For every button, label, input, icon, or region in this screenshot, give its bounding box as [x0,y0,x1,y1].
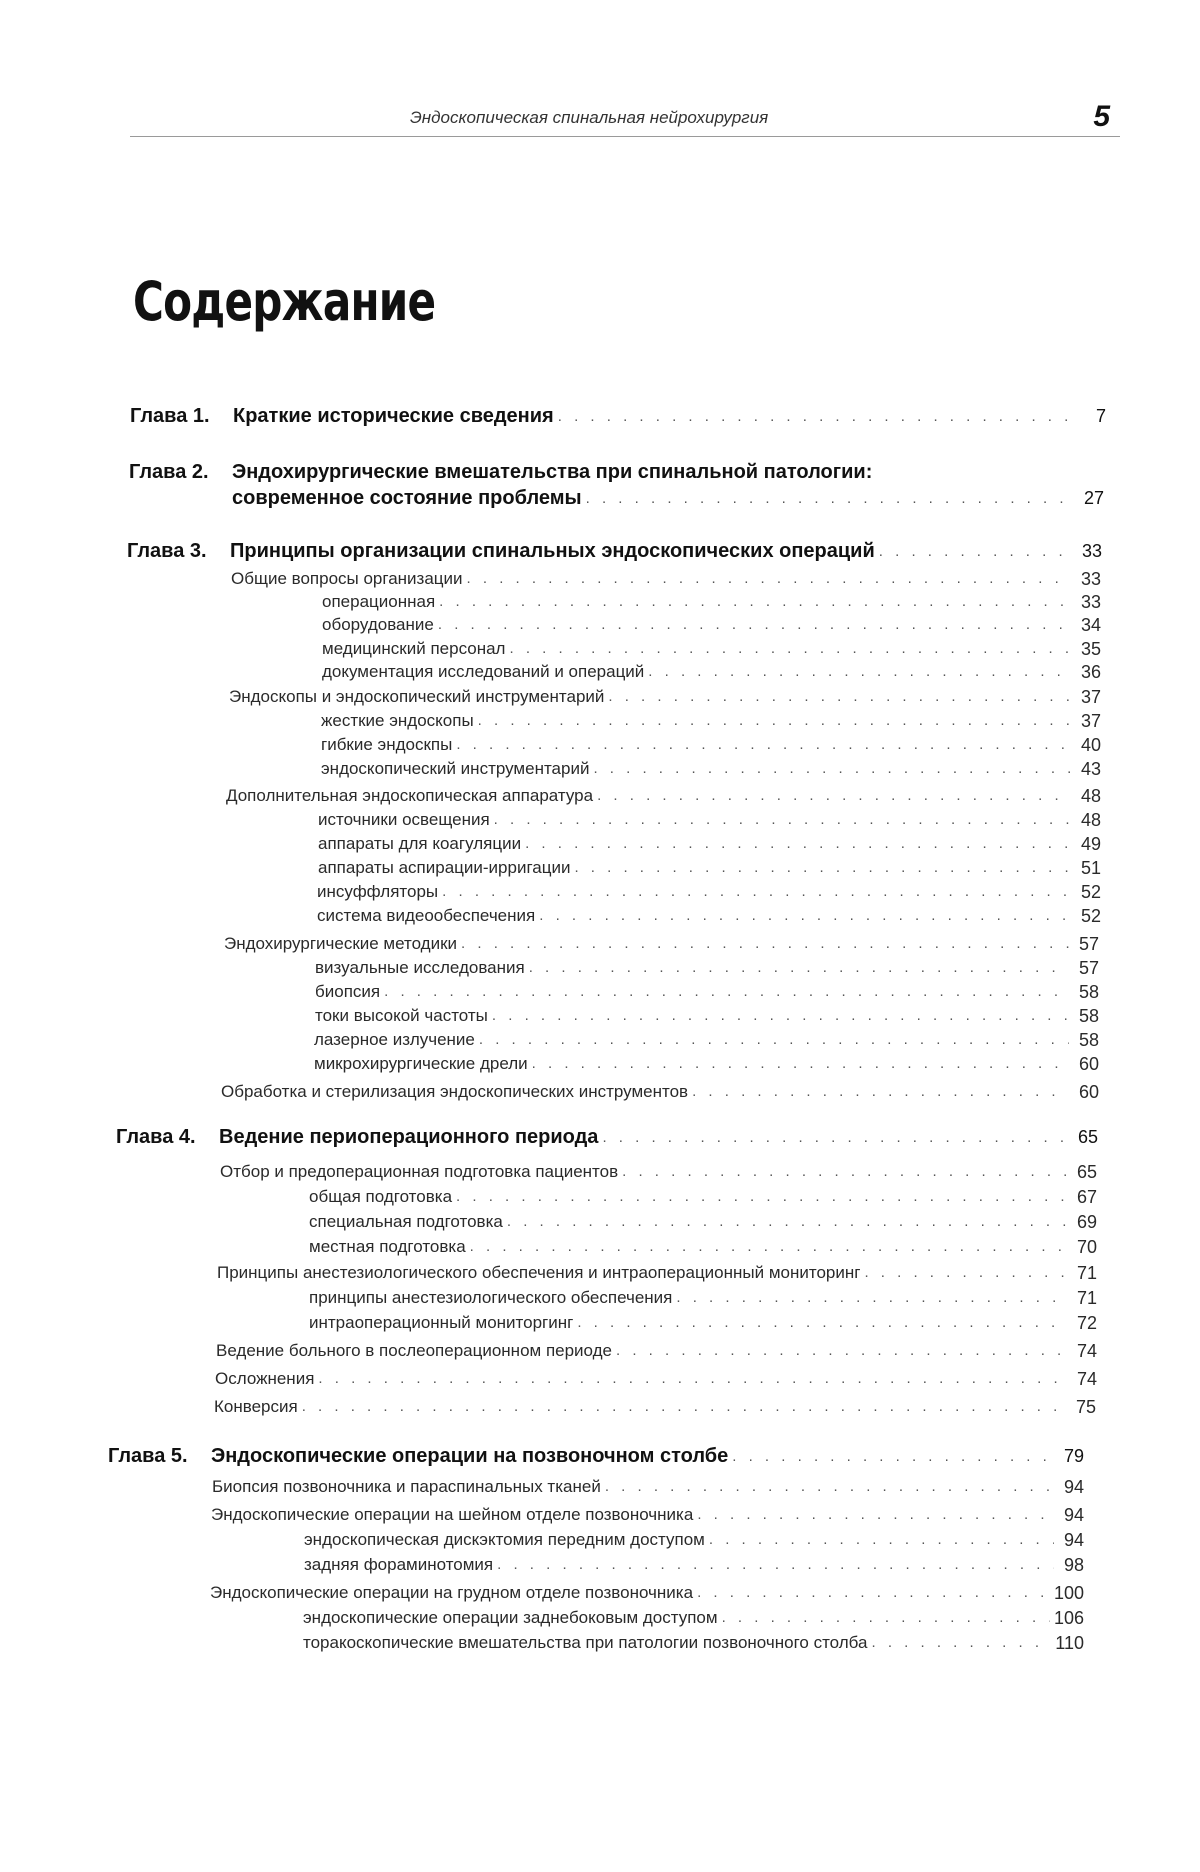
toc-entry[interactable]: оборудование . . . 34 [322,614,1101,636]
dot-leader [318,1368,1067,1390]
chapter-title-line1: Эндохирургические вмешательства при спинальной патологии: [232,461,873,483]
toc-entry[interactable]: Обработка и стерилизация эндоскопических инструментов . . . 60 [221,1081,1099,1103]
dot-leader [507,1211,1067,1233]
toc-entry[interactable]: принципы анестезиологического обеспечения . . . 71 [309,1287,1097,1309]
dot-leader [461,933,1069,955]
toc-entry[interactable]: Ведение больного в послеоперационном периоде . . . 74 [216,1340,1097,1362]
chapter-title: современное состояние проблемы [232,487,582,509]
toc-chapter-2-line1[interactable] [129,460,872,485]
chapter-title: Эндоскопические операции на позвоночном столбе [211,1445,729,1467]
chapter-label: Глава 1. [130,405,210,427]
dot-leader [722,1607,1050,1629]
toc-entry[interactable]: торакоскопические вмешательства при патологии позвоночного столба . . . 110 [303,1632,1084,1654]
dot-leader [456,1186,1067,1208]
dot-leader [732,1444,1054,1469]
dot-leader [622,1161,1067,1183]
dot-leader [539,905,1071,927]
dot-leader [470,1236,1067,1258]
dot-leader [697,1582,1050,1604]
toc-entry[interactable]: эндоскопический инструментарий . . . 43 [321,758,1101,780]
toc-entry[interactable]: источники освещения . . . 48 [318,809,1101,831]
dot-leader [692,1081,1069,1103]
toc-entry[interactable]: биопсия . . . 58 [315,981,1099,1003]
dot-leader [478,710,1071,732]
toc-chapter-1[interactable] [130,404,1106,429]
dot-leader [509,638,1071,660]
dot-leader [879,539,1072,564]
dot-leader [871,1632,1051,1654]
toc-entry[interactable]: задняя фораминотомия . . . 98 [304,1554,1084,1576]
dot-leader [593,758,1071,780]
page-number: 5 [1093,100,1110,133]
toc-entry[interactable]: Отбор и предоперационная подготовка пациентов . . . 65 [220,1161,1097,1183]
contents-title: Содержание [133,270,436,333]
toc-entry[interactable]: аппараты аспирации-ирригации . . . 51 [318,857,1101,879]
header-rule [130,136,1120,137]
dot-leader [608,686,1071,708]
chapter-page: 33 [1081,541,1102,561]
toc-entry[interactable]: документация исследований и операций . . . 36 [322,661,1101,683]
toc-chapter-4[interactable] [116,1125,1098,1150]
chapter-page: 27 [1083,488,1104,508]
dot-leader [532,1053,1069,1075]
dot-leader [529,957,1069,979]
toc-entry[interactable]: визуальные исследования . . . 57 [315,957,1099,979]
toc-entry[interactable]: Осложнения . . . 74 [215,1368,1097,1390]
dot-leader [648,661,1071,683]
dot-leader [384,981,1069,1003]
dot-leader [577,1312,1067,1334]
dot-leader [676,1287,1067,1309]
toc-entry[interactable]: Эндоскопические операции на шейном отделе позвоночника . . . 94 [211,1504,1084,1526]
toc-entry[interactable]: эндоскопическая дискэктомия передним доступом . . . 94 [304,1529,1084,1551]
dot-leader [456,734,1071,756]
dot-leader [709,1529,1054,1551]
toc-entry[interactable]: интраоперационный мониторгинг . . . 72 [309,1312,1097,1334]
dot-leader [302,1396,1066,1418]
toc-chapter-5[interactable] [108,1444,1084,1469]
chapter-title: Ведение периоперационного периода [219,1126,599,1148]
toc-entry[interactable]: общая подготовка . . . 67 [309,1186,1097,1208]
dot-leader [525,833,1071,855]
toc-entry[interactable]: специальная подготовка . . . 69 [309,1211,1097,1233]
toc-entry[interactable]: Конверсия . . . 75 [214,1396,1096,1418]
chapter-label: Глава 5. [108,1445,188,1467]
dot-leader [494,809,1071,831]
toc-entry[interactable]: Дополнительная эндоскопическая аппаратура . . . 48 [226,785,1101,807]
dot-leader [864,1262,1067,1284]
dot-leader [602,1125,1068,1150]
toc-entry[interactable]: операционная . . . 33 [322,591,1101,613]
toc-entry[interactable]: Принципы анестезиологического обеспечения и интраоперационный мониторинг . . . 71 [217,1262,1097,1284]
toc-entry[interactable]: Эндоскопы и эндоскопический инструментарий . . . 37 [229,686,1101,708]
chapter-label: Глава 4. [116,1126,196,1148]
running-header [130,100,1120,138]
dot-leader [442,881,1071,903]
toc-entry[interactable]: микрохирургические дрели . . . 60 [314,1053,1099,1075]
toc-chapter-2[interactable] [232,486,1104,511]
chapter-title: Принципы организации спинальных эндоскопических операций [230,540,875,562]
dot-leader [605,1476,1054,1498]
toc-entry[interactable]: жесткие эндоскопы . . . 37 [321,710,1101,732]
toc-entry[interactable]: система видеообеспечения . . . 52 [317,905,1101,927]
toc-entry[interactable]: аппараты для коагуляции . . . 49 [318,833,1101,855]
dot-leader [616,1340,1067,1362]
dot-leader [467,568,1071,590]
chapter-title: Краткие исторические сведения [233,405,554,427]
toc-entry[interactable]: эндоскопические операции заднебоковым доступом . . . 106 [303,1607,1084,1629]
dot-leader [438,614,1071,636]
toc-chapter-3[interactable] [127,539,1102,564]
toc-entry[interactable]: Общие вопросы организации . . . 33 [231,568,1101,590]
dot-leader [597,785,1071,807]
chapter-page: 7 [1095,406,1106,426]
dot-leader [492,1005,1069,1027]
toc-entry[interactable]: инсуффляторы . . . 52 [317,881,1101,903]
toc-entry[interactable]: лазерное излучение . . . 58 [314,1029,1099,1051]
running-title: Эндоскопическая спинальная нейрохирургия [410,108,769,127]
toc-entry[interactable]: Эндохирургические методики . . . 57 [224,933,1099,955]
dot-leader [697,1504,1054,1526]
chapter-page: 79 [1063,1446,1084,1466]
dot-leader [479,1029,1069,1051]
toc-entry[interactable]: Эндоскопические операции на грудном отделе позвоночника . . . 100 [210,1582,1084,1604]
chapter-label: Глава 2. [129,461,209,483]
dot-leader [586,486,1074,511]
dot-leader [558,404,1076,429]
dot-leader [497,1554,1054,1576]
chapter-label: Глава 3. [127,540,207,562]
toc-entry[interactable]: медицинский персонал . . . 35 [322,638,1101,660]
chapter-page: 65 [1077,1127,1098,1147]
dot-leader [574,857,1071,879]
dot-leader [439,591,1071,613]
toc-entry[interactable]: местная подготовка . . . 70 [309,1236,1097,1258]
toc-entry[interactable]: токи высокой частоты . . . 58 [315,1005,1099,1027]
toc-entry[interactable]: гибкие эндоскпы . . . 40 [321,734,1101,756]
toc-entry[interactable]: Биопсия позвоночника и параспинальных тканей . . . 94 [212,1476,1084,1498]
